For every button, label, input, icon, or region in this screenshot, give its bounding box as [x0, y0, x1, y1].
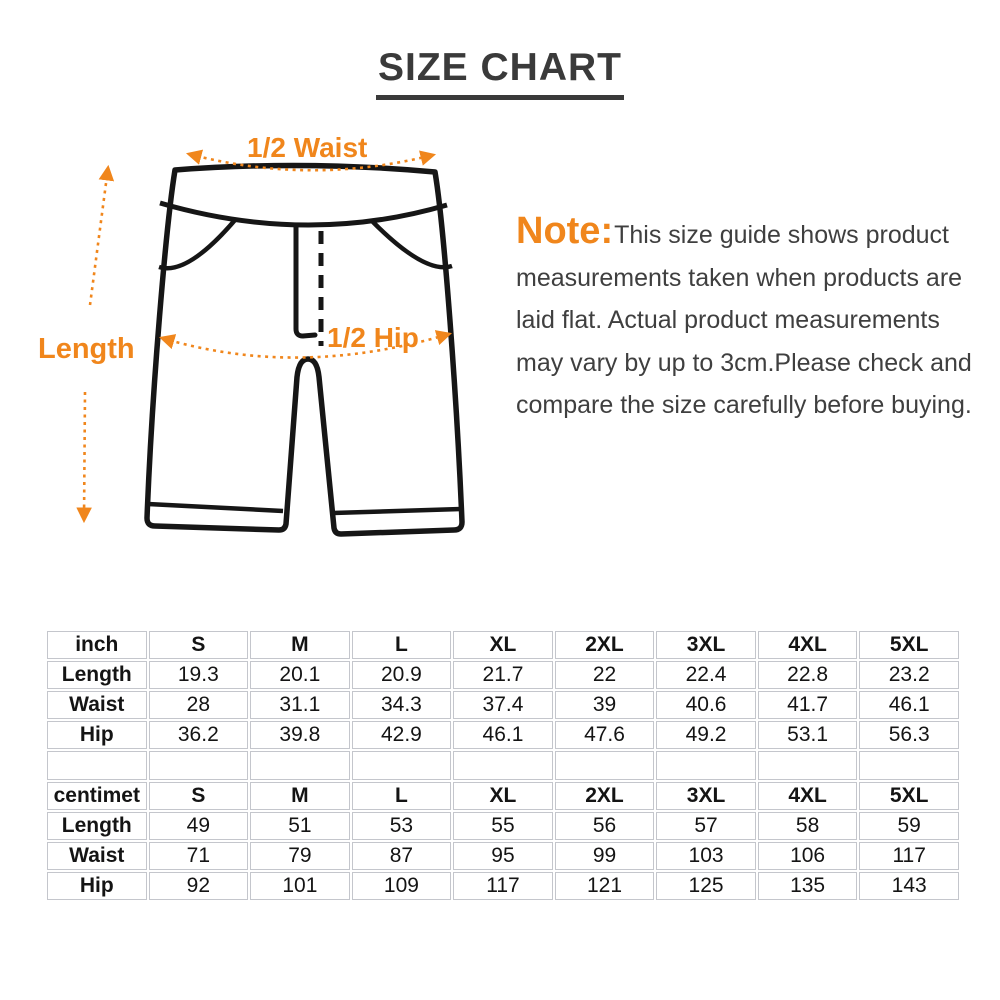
value-cell: 47.6	[555, 721, 655, 749]
measure-label-cell: Length	[47, 812, 147, 840]
empty-cell	[656, 751, 756, 780]
value-cell: 28	[149, 691, 249, 719]
value-cell: 51	[250, 812, 350, 840]
length-arrow-up-icon	[90, 168, 108, 305]
value-cell: 125	[656, 872, 756, 900]
empty-cell	[453, 751, 553, 780]
value-cell: 23.2	[859, 661, 959, 689]
value-cell: 46.1	[859, 691, 959, 719]
size-header-cell: S	[149, 782, 249, 810]
value-cell: 59	[859, 812, 959, 840]
size-header-cell: M	[250, 631, 350, 659]
value-cell: 21.7	[453, 661, 553, 689]
value-cell: 46.1	[453, 721, 553, 749]
value-cell: 143	[859, 872, 959, 900]
value-cell: 56.3	[859, 721, 959, 749]
table-row	[47, 842, 959, 870]
value-cell: 117	[453, 872, 553, 900]
value-cell: 39.8	[250, 721, 350, 749]
value-cell: 58	[758, 812, 858, 840]
size-header-cell: 3XL	[656, 631, 756, 659]
note-line: laid flat. Actual product measurements	[516, 306, 940, 334]
page-title: SIZE CHART	[376, 46, 624, 100]
value-cell: 49	[149, 812, 249, 840]
measure-label-cell: Length	[47, 661, 147, 689]
size-header-cell: 4XL	[758, 782, 858, 810]
value-cell: 99	[555, 842, 655, 870]
value-cell: 101	[250, 872, 350, 900]
empty-cell	[149, 751, 249, 780]
size-header-cell: 5XL	[859, 631, 959, 659]
note-block	[516, 210, 972, 427]
measure-label-cell: Waist	[47, 842, 147, 870]
value-cell: 103	[656, 842, 756, 870]
cm-header-row	[47, 782, 959, 810]
value-cell: 92	[149, 872, 249, 900]
size-header-cell: L	[352, 631, 452, 659]
value-cell: 31.1	[250, 691, 350, 719]
value-cell: 53	[352, 812, 452, 840]
note-line: measurements taken when products are	[516, 263, 963, 292]
note-line: may vary by up to 3cm.Please check and	[516, 348, 972, 377]
value-cell: 34.3	[352, 691, 452, 719]
note-text: This size guide shows product	[614, 221, 949, 249]
value-cell: 57	[656, 812, 756, 840]
table-row	[47, 872, 959, 900]
value-cell: 56	[555, 812, 655, 840]
size-header-cell: XL	[453, 782, 553, 810]
empty-cell	[758, 751, 858, 780]
value-cell: 106	[758, 842, 858, 870]
value-cell: 121	[555, 872, 655, 900]
size-header-cell: L	[352, 782, 452, 810]
table-row	[47, 691, 959, 719]
table-row	[47, 661, 959, 689]
table-row	[47, 721, 959, 749]
size-header-cell: 5XL	[859, 782, 959, 810]
value-cell: 19.3	[149, 661, 249, 689]
spacer-row	[47, 751, 959, 780]
empty-cell	[47, 751, 147, 780]
note-line	[516, 210, 972, 257]
value-cell: 87	[352, 842, 452, 870]
size-header-cell: S	[149, 631, 249, 659]
value-cell: 20.1	[250, 661, 350, 689]
size-header-cell: 4XL	[758, 631, 858, 659]
value-cell: 79	[250, 842, 350, 870]
note-line: compare the size carefully before buying.	[516, 391, 972, 419]
size-header-cell: M	[250, 782, 350, 810]
empty-cell	[555, 751, 655, 780]
size-header-cell: 2XL	[555, 782, 655, 810]
empty-cell	[352, 751, 452, 780]
value-cell: 71	[149, 842, 249, 870]
measure-label-cell: Hip	[47, 721, 147, 749]
unit-cell: centimet	[47, 782, 147, 810]
size-header-cell: 2XL	[555, 631, 655, 659]
value-cell: 39	[555, 691, 655, 719]
unit-cell: inch	[47, 631, 147, 659]
table-row	[47, 812, 959, 840]
length-measure-label: Length	[38, 333, 135, 365]
note-label: Note:	[516, 210, 614, 252]
value-cell: 36.2	[149, 721, 249, 749]
waist-measure-label: 1/2 Waist	[247, 132, 368, 163]
value-cell: 41.7	[758, 691, 858, 719]
hip-measure-label: 1/2 Hip	[327, 322, 419, 353]
empty-cell	[859, 751, 959, 780]
size-header-cell: XL	[453, 631, 553, 659]
value-cell: 117	[859, 842, 959, 870]
measure-label-cell: Hip	[47, 872, 147, 900]
value-cell: 22	[555, 661, 655, 689]
value-cell: 109	[352, 872, 452, 900]
value-cell: 37.4	[453, 691, 553, 719]
value-cell: 40.6	[656, 691, 756, 719]
size-header-cell: 3XL	[656, 782, 756, 810]
value-cell: 55	[453, 812, 553, 840]
value-cell: 22.4	[656, 661, 756, 689]
length-arrow-down-icon	[84, 392, 85, 520]
size-table	[45, 629, 961, 902]
value-cell: 135	[758, 872, 858, 900]
value-cell: 95	[453, 842, 553, 870]
inch-header-row	[47, 631, 959, 659]
value-cell: 20.9	[352, 661, 452, 689]
value-cell: 42.9	[352, 721, 452, 749]
value-cell: 22.8	[758, 661, 858, 689]
value-cell: 53.1	[758, 721, 858, 749]
value-cell: 49.2	[656, 721, 756, 749]
empty-cell	[250, 751, 350, 780]
measure-label-cell: Waist	[47, 691, 147, 719]
